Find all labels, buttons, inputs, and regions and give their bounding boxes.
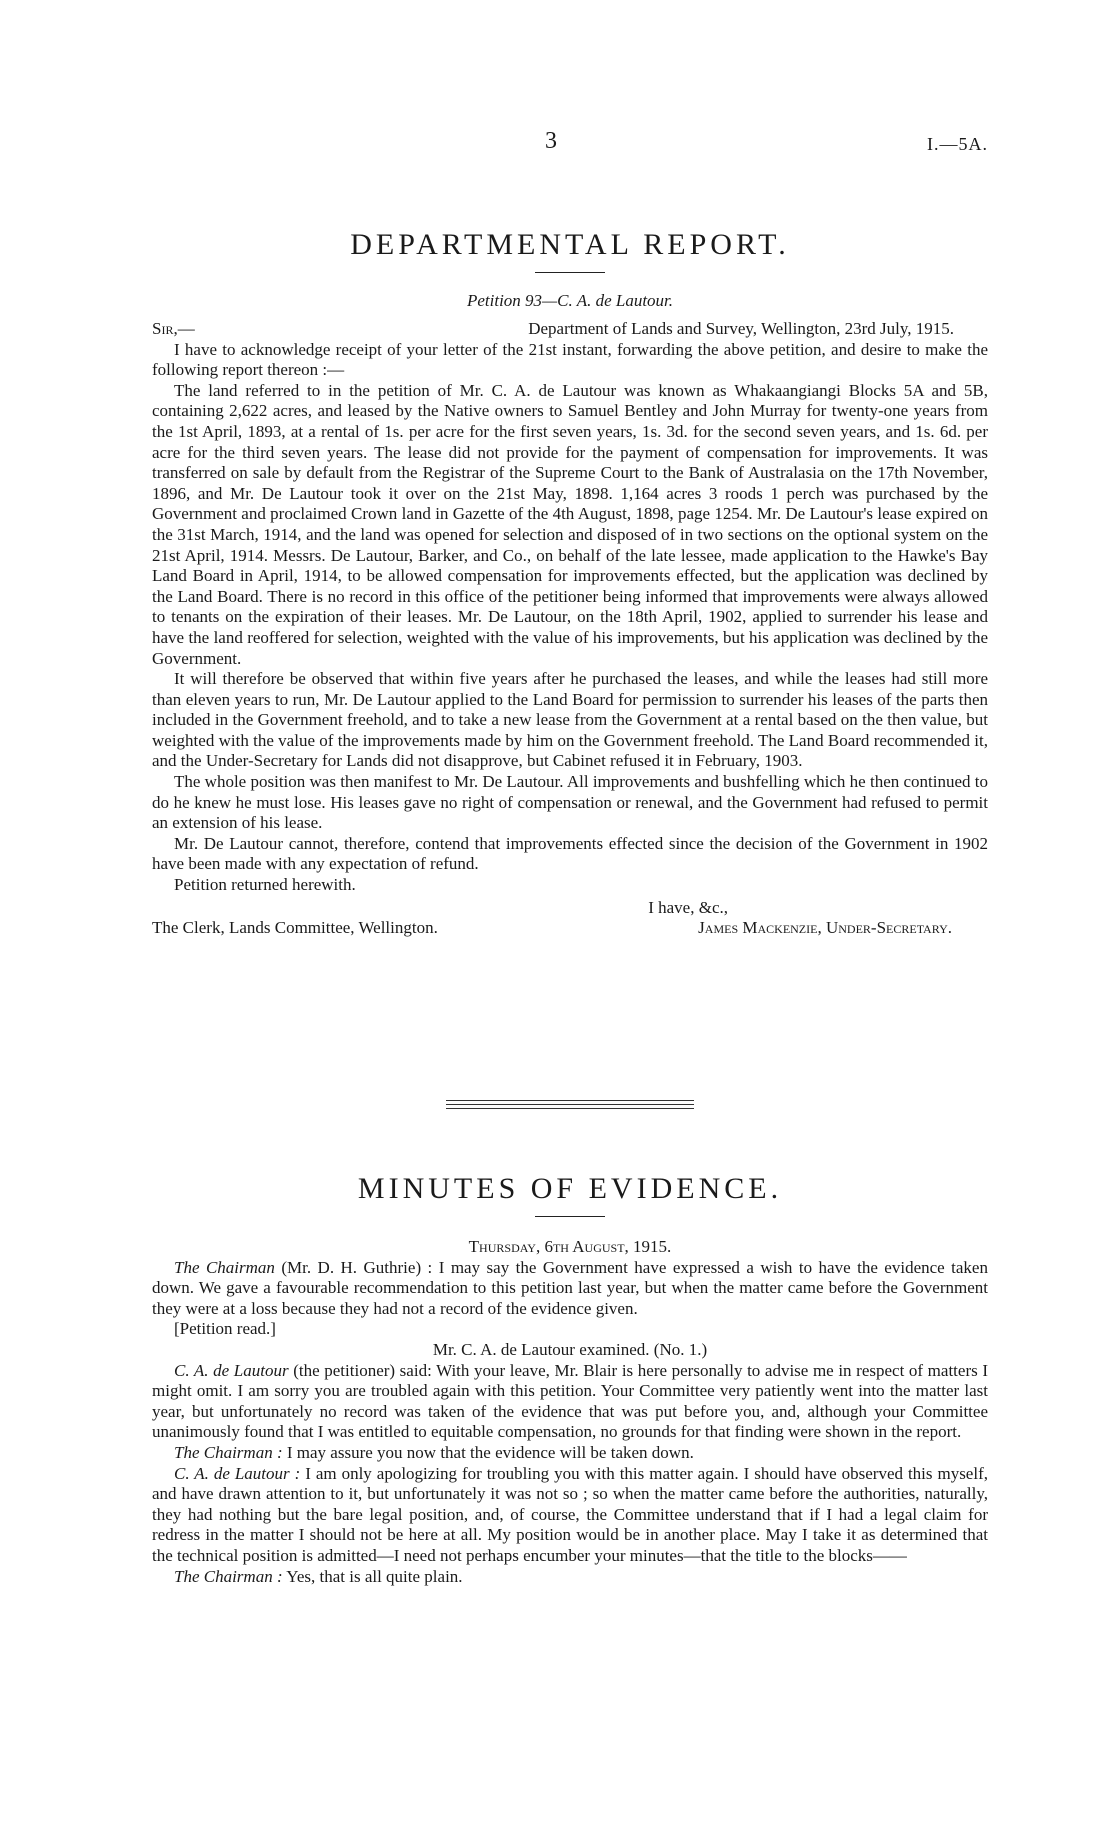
speaker-name: The Chairman :	[174, 1442, 283, 1462]
report-paragraph: The whole position was then manifest to Mr. De Lautour. All improvements and bushfelling which he then continued to do he knew he must lose. His leases gave no right of compensation or renewal, and the Government had refused to permit an extension of his lease.	[152, 772, 988, 833]
address-date: Department of Lands and Survey, Wellington, 23rd July, 1915.	[528, 319, 954, 338]
speaker-name: The Chairman	[174, 1257, 275, 1277]
speech-text: I may assure you now that the evidence will be taken down.	[286, 1442, 694, 1462]
evidence-paragraph	[152, 1464, 988, 1567]
petition-read: [Petition read.]	[174, 1319, 276, 1339]
page-header	[0, 128, 1114, 158]
speaker-name: C. A. de Lautour :	[174, 1463, 301, 1483]
closing: I have, &c.,	[648, 897, 728, 917]
salutation: Sir,—	[152, 319, 195, 338]
speech-text: Yes, that is all quite plain.	[286, 1566, 463, 1586]
minutes-title: MINUTES OF EVIDENCE.	[357, 1172, 783, 1205]
witness-heading: Mr. C. A. de Lautour examined. (No. 1.)	[432, 1339, 708, 1359]
speaker-name: C. A. de Lautour	[174, 1360, 289, 1380]
report-paragraph: Petition returned herewith.	[174, 875, 356, 895]
report-paragraph: The land referred to in the petition of Mr. C. A. de Lautour was known as Whakaangiangi Blocks 5A and 5B, containing 2,622 acres, and leased by the Native owners to Samuel Bentley and John Murray for twenty-one years from the 1st April, 1893, at a rental of 1s. per acre for the first seven years, 1s. 3d. for the second seven years, and 1s. 6d. per acre for the third seven years. The lease did not provide for the payment of compensation for improvements. It was transferred on sale by default from the Registrar of the Supreme Court to the Bank of Australasia on the 17th November, 1896, and Mr. De Lautour took it over on the 21st May, 1898. 1,164 acres 3 roods 1 perch was purchased by the Government and proclaimed Crown land in Gazette of the 4th August, 1898, page 1254. Mr. De Lautour's lease expired on the 31st March, 1914, and the land was opened for selection and disposed of in two sections on the optional system on the 21st April, 1914. Messrs. De Lautour, Barker, and Co., on behalf of the late lessee, made application to the Hawke's Bay Land Board in April, 1914, to be allowed compensation for improvements effected, but the application was declined by the Land Board. There is no record in this office of the petitioner being informed that improvements were always allowed to tenants on the expiration of their leases. Mr. De Lautour, on the 18th April, 1902, applied to surrender his lease and have the land reoffered for selection, weighted with the value of his improvements, but his application was declined by the Government.	[152, 380, 988, 668]
report-paragraph: It will therefore be observed that within five years after he purchased the leases, and while the leases had still more than eleven years to run, Mr. De Lautour applied to the Land Board for permission to surrender his leases of the parts then included in the Government freehold, and to take a new lease from the Government at a rental based on the then value, but weighted with the value of the improvements made by him on the Government freehold. The Land Board recommended it, and the Under-Secretary for Lands did not disapprove, but Cabinet refused it in February, 1903.	[152, 669, 988, 771]
speech-text: I am only apologizing for troubling you with this matter again. I should have observed this myself, and have drawn attention to it, but unfortunately it was not so ; so when the matter came before the authorities, naturally, they had nothing but the bare legal position, and, of course, the Committee understand that if I had a legal claim for redress in the matter I should not be here at all. My position would be in another place. May I take it as determined that the technical position is admitted—I need not perhaps encumber your minutes—that the title to the blocks——	[152, 1463, 988, 1565]
evidence-paragraph	[152, 1567, 988, 1588]
title-rule	[535, 272, 605, 273]
minutes-of-evidence	[152, 1172, 988, 1587]
evidence-paragraph	[152, 1443, 988, 1464]
evidence-paragraph	[152, 1361, 988, 1443]
petition-subtitle: Petition 93—C. A. de Lautour.	[466, 291, 674, 310]
minutes-date: Thursday, 6th August, 1915.	[468, 1237, 672, 1256]
salutation-row	[152, 319, 988, 340]
series-code: I.—5A.	[927, 134, 988, 154]
closing-row	[152, 898, 988, 919]
speech-text: (Mr. D. H. Guthrie) : I may say the Government have expressed a wish to have the evidence taken down. We gave a favourable recommendation to this petition last year, but when the matter came before the Government they were at a loss because they had not a record of the evidence given.	[152, 1257, 988, 1318]
departmental-report	[152, 228, 988, 939]
addressee: The Clerk, Lands Committee, Wellington.	[152, 918, 438, 938]
minutes-rule	[535, 1216, 605, 1217]
page-number: 3	[545, 128, 557, 154]
chairman-intro	[152, 1258, 988, 1320]
speech-text: (the petitioner) said: With your leave, Mr. Blair is here personally to advise me in respect of matters I might omit. I am sorry you are troubled again with this petition. Your Committee very patiently went into the matter last year, but unfortunately no record was taken of the evidence that was put before you, and, although your Committee unanimously found that I was entitled to equitable compensation, no grounds for that finding were shown in the report.	[152, 1360, 988, 1442]
report-paragraph: Mr. De Lautour cannot, therefore, contend that improvements effected since the decision of the Government in 1902 have been made with any expectation of refund.	[152, 833, 988, 874]
report-paragraph: I have to acknowledge receipt of your letter of the 21st instant, forwarding the above petition, and desire to make the following report thereon :—	[152, 339, 988, 380]
section-separator	[152, 1100, 988, 1112]
signature-row	[152, 918, 988, 939]
speaker-name: The Chairman :	[174, 1566, 283, 1586]
report-title: DEPARTMENTAL REPORT.	[350, 228, 790, 261]
signatory: James Mackenzie, Under-Secretary.	[698, 918, 952, 938]
